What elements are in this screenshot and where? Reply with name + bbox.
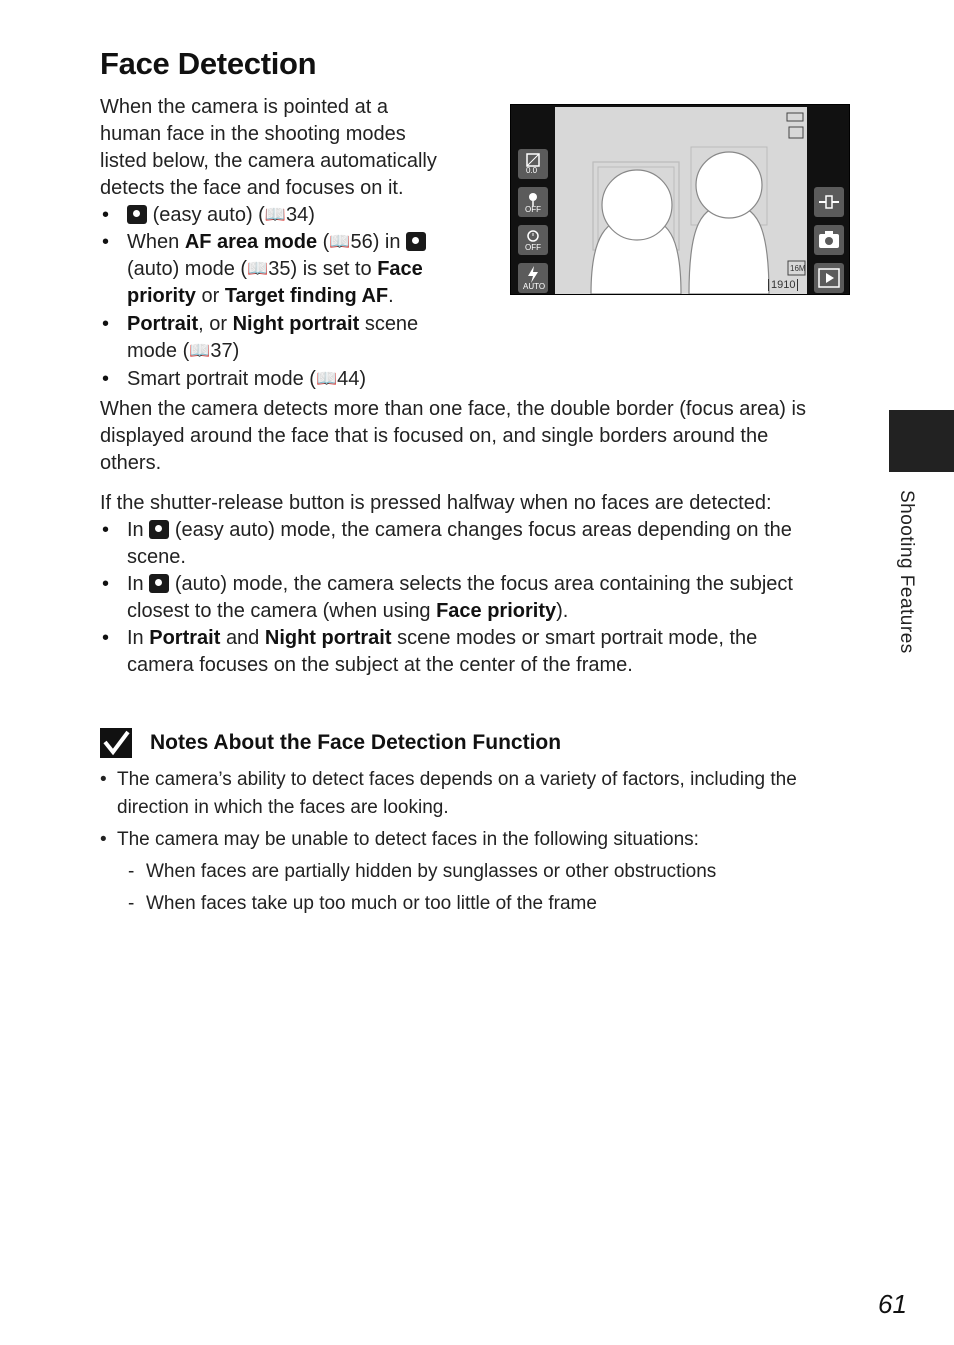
section-tab: [889, 410, 954, 472]
list-item: • Smart portrait mode (📖44): [100, 366, 480, 393]
note-check-icon: [100, 728, 132, 758]
image-size-indicator: 16M: [790, 264, 806, 273]
intro-paragraph: When the camera is pointed at a human face in the shooting modes listed below, the camera automatically detects the face and focuses on it.: [100, 96, 437, 199]
list-item: • In (auto) mode, the camera selects the focus area containing the subject closest to the camera (when using Face priority).: [100, 571, 860, 625]
shooting-mode-icon: [814, 225, 844, 255]
list-item: • (easy auto) (📖34): [100, 202, 480, 229]
list-item: • The camera may be unable to detect faces in the following situations:: [100, 826, 860, 854]
section-label: Shooting Features: [896, 490, 917, 654]
playback-icon: [814, 263, 844, 293]
list-item: • The camera’s ability to detect faces depends on a variety of factors, including the direction in which the faces are looking.: [100, 766, 860, 822]
mode-list: [100, 202, 480, 393]
camera-screen-illustration: [510, 104, 850, 295]
list-item: • When AF area mode (📖56) in (auto) mode (📖35) is set to Face priority or Target finding AF.: [100, 229, 480, 310]
easy-auto-icon: [149, 520, 169, 539]
shots-remaining: 1910: [768, 279, 798, 291]
viewfinder: [555, 107, 807, 294]
book-icon: 📖: [264, 205, 286, 224]
page-title: Face Detection: [100, 46, 317, 81]
book-icon: 📖: [189, 341, 211, 360]
notes-list: [100, 766, 860, 858]
list-item: • In Portrait and Night portrait scene modes or smart portrait mode, the camera focuses on the subject at the center of the frame.: [100, 625, 860, 679]
halfway-intro: If the shutter-release button is pressed halfway when no faces are detected:: [100, 492, 772, 514]
af-area-icon: [814, 187, 844, 217]
list-item: • In (easy auto) mode, the camera changes focus areas depending on the scene.: [100, 517, 860, 571]
list-item: - When faces take up too much or too little of the frame: [128, 888, 868, 920]
self-timer-off-icon: OFF: [518, 225, 548, 255]
easy-auto-icon: [127, 205, 147, 224]
book-icon: 📖: [247, 259, 269, 278]
notes-title: Notes About the Face Detection Function: [150, 731, 562, 754]
notes-heading: [100, 728, 561, 758]
halfway-list: [100, 517, 860, 679]
exposure-icon: 0.0: [518, 149, 548, 179]
macro-off-icon: OFF: [518, 187, 548, 217]
camera-auto-icon: [406, 232, 426, 251]
list-item: - When faces are partially hidden by sunglasses or other obstructions: [128, 856, 868, 888]
notes-sublist: [128, 856, 868, 920]
book-icon: 📖: [315, 369, 338, 388]
page-number: 61: [878, 1289, 907, 1319]
camera-auto-icon: [149, 574, 169, 593]
multi-face-paragraph: When the camera detects more than one face, the double border (focus area) is displayed around the face that is focused on, and single borders around the others.: [100, 398, 806, 474]
list-item: • Portrait, or Night portrait scene mode (📖37): [100, 311, 480, 365]
book-icon: 📖: [329, 232, 351, 251]
flash-auto-icon: AUTO: [518, 263, 548, 293]
